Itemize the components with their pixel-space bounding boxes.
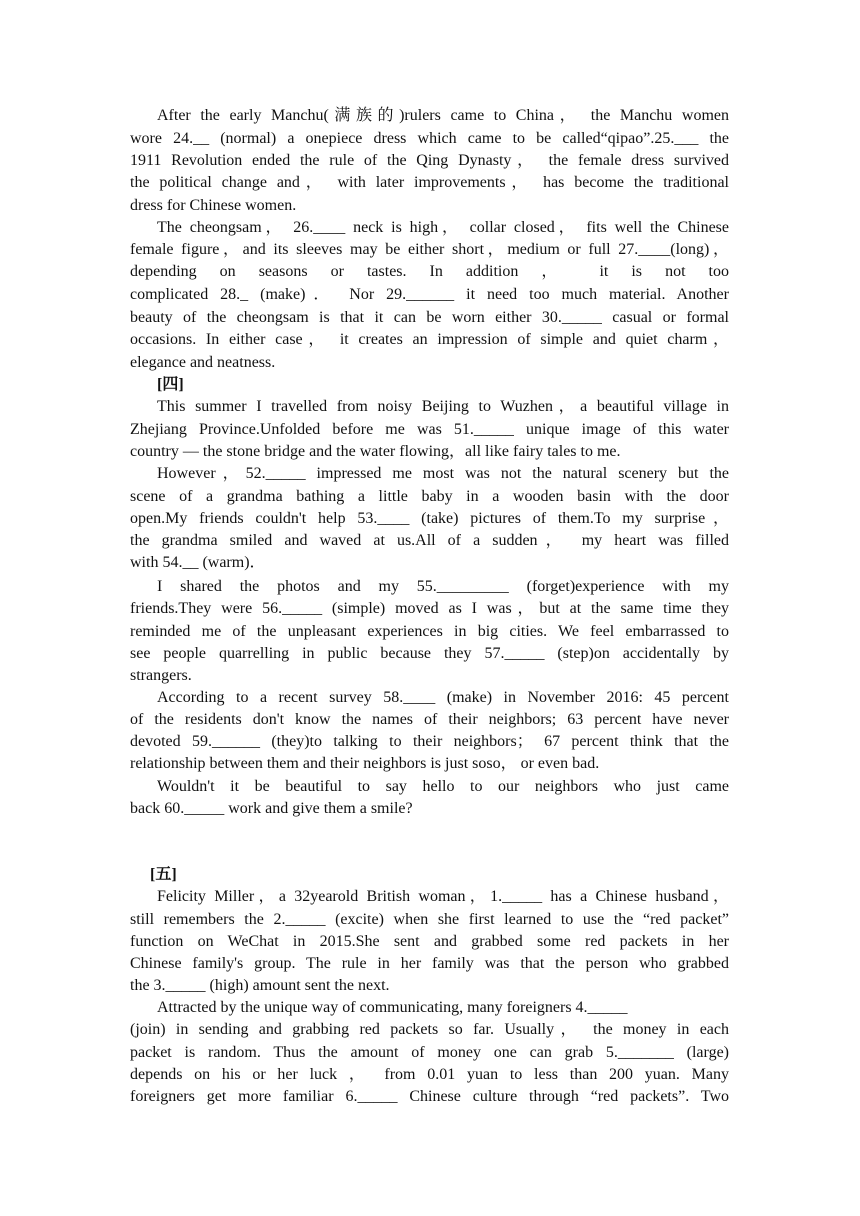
text-line: (join) in sending and grabbing red packets so far. Usually， the money in each: [130, 1021, 729, 1038]
text-line: complicated 28._ (make)． Nor 29.______ it need too much material. Another: [130, 286, 729, 303]
text-line: 1911 Revolution ended the rule of the Qing Dynasty， the female dress survived: [130, 152, 729, 169]
text-line: female figure，and its sleeves may be either short，medium or full 27.____(long)，: [130, 241, 729, 258]
text-line: foreigners get more familiar 6._____ Chinese culture through “red packets”. Two: [130, 1088, 729, 1105]
text-line: relationship between them and their neighbors is just soso， or even bad.: [130, 755, 600, 772]
text-line: depends on his or her luck ， from 0.01 yuan to less than 200 yuan. Many: [130, 1066, 729, 1083]
text-line: beauty of the cheongsam is that it can be worn either 30._____ casual or formal: [130, 309, 729, 326]
text-line: Felicity Miller，a 32yearold British woman，1._____ has a Chinese husband，: [157, 888, 729, 905]
text-line: the grandma smiled and waved at us.All of a sudden， my heart was filled: [130, 532, 729, 549]
text-line: occasions. In either case， it creates an impression of simple and quiet charm，: [130, 331, 729, 348]
text-line: the political change and， with later improvements， has become the traditional: [130, 174, 729, 191]
text-line: with 54.__ (warm)．: [130, 554, 266, 571]
text-line: Attracted by the unique way of communicating, many foreigners 4._____: [157, 999, 628, 1016]
text-line: elegance and neatness.: [130, 354, 276, 371]
section-heading: [四]: [157, 376, 184, 393]
text-line: open.My friends couldn't help 53.____ (take) pictures of them.To my surprise，: [130, 510, 729, 527]
text-line: country — the stone bridge and the water flowing，all like fairy tales to me.: [130, 443, 621, 460]
text-line: wore 24.__ (normal) a onepiece dress which came to be called“qipao”.25.___ the: [130, 130, 729, 147]
text-line: the 3._____ (high) amount sent the next.: [130, 977, 390, 994]
text-line: packet is random. Thus the amount of money one can grab 5._______ (large): [130, 1044, 729, 1061]
text-line: This summer I travelled from noisy Beijing to Wuzhen，a beautiful village in: [157, 398, 729, 415]
text-line: still remembers the 2._____ (excite) when she first learned to use the “red packet”: [130, 911, 729, 928]
text-line: depending on seasons or tastes. In addition ， it is not too: [130, 263, 729, 280]
text-line: I shared the photos and my 55._________ (forget)experience with my: [157, 578, 729, 595]
text-line: devoted 59.______ (they)to talking to their neighbors； 67 percent think that the: [130, 733, 729, 750]
text-line: According to a recent survey 58.____ (make) in November 2016: 45 percent: [157, 689, 729, 706]
text-line: Wouldn't it be beautiful to say hello to our neighbors who just came: [157, 778, 729, 795]
text-line: reminded me of the unpleasant experiences in big cities. We feel embarrassed to: [130, 623, 729, 640]
text-line: However，52._____ impressed me most was not the natural scenery but the: [157, 465, 729, 482]
text-line: function on WeChat in 2015.She sent and grabbed some red packets in her: [130, 933, 729, 950]
text-line: Chinese family's group. The rule in her family was that the person who grabbed: [130, 955, 729, 972]
text-line: friends.They were 56._____ (simple) moved as I was，but at the same time they: [130, 600, 729, 617]
section-heading: [五]: [150, 866, 177, 883]
text-line: dress for Chinese women.: [130, 197, 297, 214]
text-line: of the residents don't know the names of their neighbors; 63 percent have never: [130, 711, 729, 728]
text-line: The cheongsam， 26.____ neck is high， collar closed， fits well the Chinese: [157, 219, 729, 236]
text-line: scene of a grandma bathing a little baby in a wooden basin with the door: [130, 488, 729, 505]
text-line: Zhejiang Province.Unfolded before me was 51._____ unique image of this water: [130, 421, 729, 438]
text-line: back 60._____ work and give them a smile?: [130, 800, 413, 817]
text-line: After the early Manchu(满族的)rulers came to China， the Manchu women: [157, 107, 729, 124]
text-line: strangers.: [130, 667, 192, 684]
text-line: see people quarrelling in public because they 57._____ (step)on accidentally by: [130, 645, 729, 662]
